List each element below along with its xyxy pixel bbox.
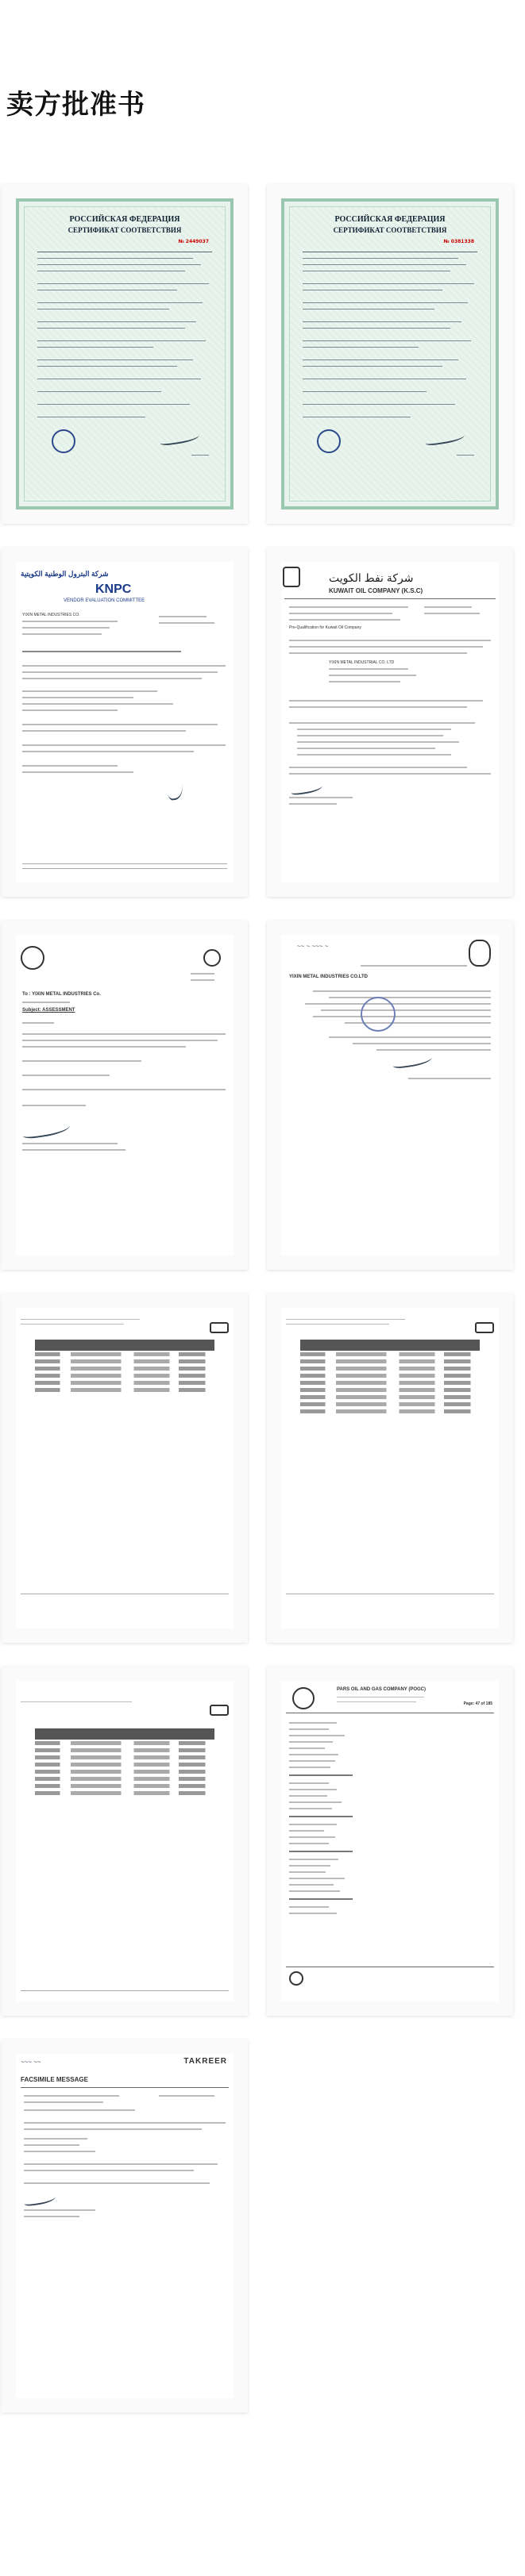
subject: Subject: ASSESSMENT	[22, 1008, 75, 1013]
document-card[interactable]	[2, 1667, 248, 2016]
takreer-facsimile	[16, 2054, 234, 2398]
document-card[interactable]	[267, 1667, 513, 2016]
document-card[interactable]	[2, 184, 248, 524]
emblem-icon	[203, 949, 221, 967]
document-card[interactable]	[2, 1294, 248, 1643]
knpc-approval-letter	[16, 562, 234, 882]
handwritten-note: ~~ ~ ~~~ ~	[297, 943, 329, 950]
logo-icon	[210, 1705, 229, 1716]
document-card[interactable]	[267, 548, 513, 897]
pogc-name: PARS OIL AND GAS COMPANY (POGC)	[337, 1687, 427, 1692]
company-logo-icon	[21, 946, 44, 970]
footer-logo-icon	[289, 1971, 303, 1986]
seal-stamp	[52, 429, 75, 453]
document-card[interactable]	[2, 2040, 248, 2413]
document-card[interactable]	[2, 921, 248, 1270]
certificate-russian-2	[281, 198, 499, 509]
addressee: YIXIN METAL INDUSTRIES CO.LTD	[289, 975, 369, 979]
signature	[424, 432, 465, 447]
addressee: To : YIXIN METAL INDUSTRIES Co.	[22, 992, 101, 997]
certificate-russian-1	[16, 198, 234, 509]
knpc-logo: KNPC	[95, 582, 132, 596]
logo-icon	[210, 1322, 229, 1333]
certificate-subtitle: СЕРТИФИКАТ СООТВЕТСТВИЯ	[333, 226, 447, 234]
signature	[290, 782, 322, 795]
fax-title: FACSIMILE MESSAGE	[21, 2076, 88, 2083]
knpc-subtitle: VENDOR EVALUATION COMMITTEE	[64, 598, 145, 603]
koc-approval-letter	[281, 562, 499, 882]
signature	[159, 432, 199, 447]
document-card[interactable]	[267, 184, 513, 524]
pogc-logo-icon	[292, 1687, 315, 1709]
certificate-title: РОССИЙСКАЯ ФЕДЕРАЦИЯ	[334, 215, 446, 224]
document-card[interactable]	[267, 1294, 513, 1643]
signature	[392, 1053, 432, 1070]
vendor-list-page-2	[281, 1308, 499, 1628]
koc-arabic-name: شركة نفط الكويت	[329, 571, 414, 584]
iranian-approval-letter-2	[281, 935, 499, 1255]
certificate-number: № 2449037	[178, 239, 209, 244]
vendor-list-page-3	[16, 1681, 234, 2001]
logo-icon	[475, 1322, 494, 1333]
page-number: Page: 47 of 185	[463, 1701, 492, 1706]
vendor-table	[35, 1340, 214, 1395]
vendor-list-page-1	[16, 1308, 234, 1628]
signature	[23, 2193, 56, 2206]
pogc-vendor-list	[281, 1681, 499, 2001]
handwritten-note: ~~~ ~~	[21, 2059, 41, 2066]
vendor-table	[300, 1340, 480, 1417]
certificate-number: № 0381338	[443, 239, 474, 244]
koc-name: KUWAIT OIL COMPANY (K.S.C)	[329, 587, 423, 594]
vendor-table	[35, 1728, 214, 1798]
signature	[21, 1121, 71, 1140]
subject: Pre-Qualification for Kuwait Oil Company	[289, 625, 361, 630]
round-stamp	[361, 997, 396, 1032]
takreer-logo: TAKREER	[183, 2057, 227, 2066]
document-card[interactable]	[2, 548, 248, 897]
seal-stamp	[317, 429, 341, 453]
document-card[interactable]	[267, 921, 513, 1270]
certificate-subtitle: СЕРТИФИКАТ СООТВЕТСТВИЯ	[68, 226, 182, 234]
koc-logo-icon	[283, 567, 300, 587]
addressee: YIXIN METAL INDUSTRIES CO.	[22, 613, 80, 617]
company-name: YIXIN METAL INDUSTRIAL CO. LTD	[329, 660, 395, 665]
knpc-arabic-mark: شركة البترول الوطنية الكويتية	[21, 570, 109, 578]
iranian-approval-letter-1	[16, 935, 234, 1255]
page-heading: 卖方批准书	[6, 89, 145, 121]
certificate-title: РОССИЙСКАЯ ФЕДЕРАЦИЯ	[69, 215, 180, 224]
signature	[165, 774, 184, 801]
company-logo-icon	[469, 940, 491, 967]
